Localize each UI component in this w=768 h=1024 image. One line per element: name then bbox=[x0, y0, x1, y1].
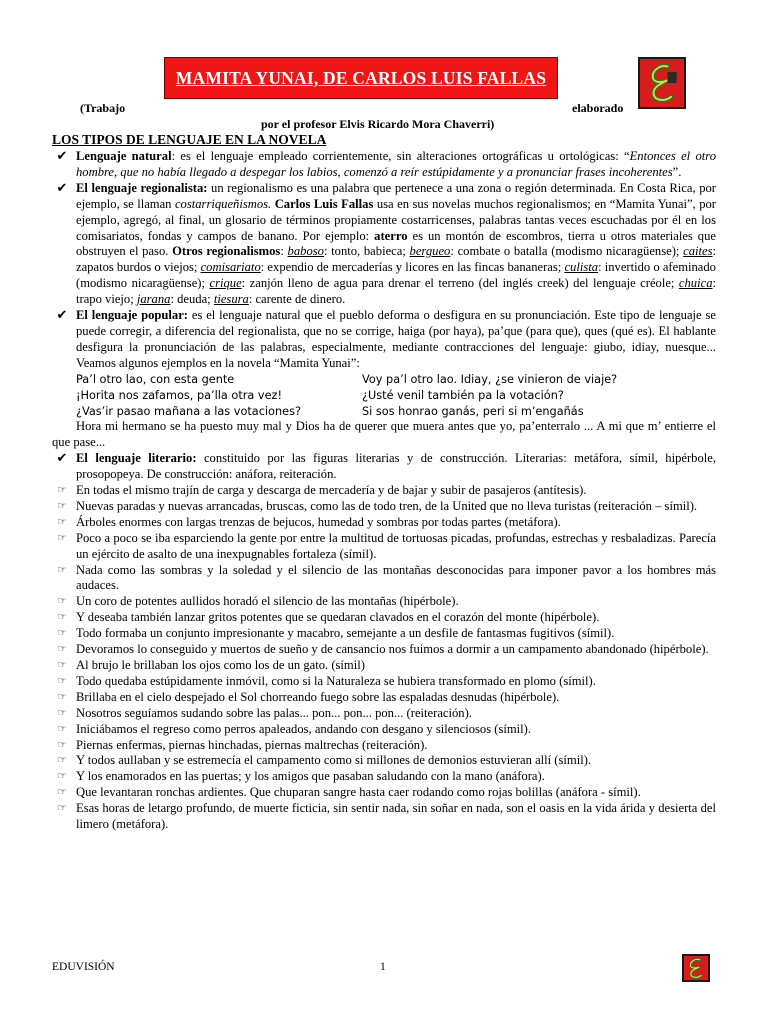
regionalism-term: baboso bbox=[287, 244, 324, 259]
list-item: ☞ Que levantaran ronchas ardientes. Que chuparan sangre hasta caer rodando como rojas bolillas (anáfora - símil). bbox=[52, 785, 716, 801]
eduvision-logo-icon bbox=[682, 954, 710, 982]
document-title: MAMITA YUNAI, DE CARLOS LUIS FALLAS bbox=[175, 67, 547, 88]
pointing-hand-icon: ☞ bbox=[57, 786, 67, 799]
popular-closing-text: Hora mi hermano se ha puesto muy mal y Dios ha de querer que muera antes que yo, pa’enterralo ... A mi que m’ entierre el que pase... bbox=[52, 419, 716, 450]
list-item: ☞ Y los enamorados en las puertas; y los amigos que pasaban saludando con la mano (anáfora). bbox=[52, 769, 716, 785]
regionalism-term: crique bbox=[209, 276, 242, 291]
item-lenguaje-literario: ✔ El lenguaje literario: constituido por las figuras literarias y de construcción. Literarias: metáfora, símil, hipérbole, prosopopeya. De construcción: anáfora, reiteración. bbox=[52, 451, 716, 483]
pointing-hand-icon: ☞ bbox=[57, 531, 67, 544]
list-item: ☞ Todo quedaba estúpidamente inmóvil, como si la Naturaleza se hubiera transformado en plomo (símil). bbox=[52, 674, 716, 690]
section-heading: LOS TIPOS DE LENGUAJE EN LA NOVELA bbox=[52, 132, 327, 147]
pointing-hand-icon: ☞ bbox=[57, 563, 67, 576]
list-item: ☞ Devoramos lo conseguido y muertos de sueño y de cansancio nos fuimos a dormir a un campamento abandonado (hipérbole). bbox=[52, 642, 716, 658]
pointing-hand-icon: ☞ bbox=[57, 611, 67, 624]
list-item: ☞ Iniciábamos el regreso como perros apaleados, andando con desgano y silenciosos (símil). bbox=[52, 722, 716, 738]
item-lenguaje-natural: ✔ Lenguaje natural: es el lenguaje empleado corrientemente, sin alteraciones ortográficas u ortológicas: “Entonces el otro hombre, que no había llegado a despegar los labios, comenzó a reír estúpidamente y a pronunciar frases incoherentes”. bbox=[52, 149, 716, 181]
footer-brand: EDUVISIÓN bbox=[52, 961, 115, 973]
regionalism-term: tiesura bbox=[213, 292, 249, 307]
list-item: ☞ Esas horas de letargo profundo, de muerte ficticia, sin sentir nada, sin soñar en nada, son el oasis en la vida árida y desierta del limero (metáfora). bbox=[52, 801, 716, 833]
credit-left: (Trabajo bbox=[80, 101, 126, 115]
pointing-hand-icon: ☞ bbox=[57, 659, 67, 671]
regionalism-term: bergueo bbox=[409, 244, 451, 259]
page-number: 1 bbox=[380, 961, 386, 973]
list-item: ☞ Y deseaba también lanzar gritos potentes que se quedaran clavados en el corazón del monte (hipérbole). bbox=[52, 610, 716, 626]
regionalism-term: culista bbox=[564, 260, 599, 275]
pointing-hand-icon: ☞ bbox=[57, 643, 67, 656]
checkmark-icon: ✔ bbox=[56, 451, 68, 467]
list-item: ☞ Piernas enfermas, piernas hinchadas, piernas maltrechas (reiteración). bbox=[52, 738, 716, 754]
list-item: ☞ Nada como las sombras y la soledad y el silencio de las montañas desconocidas para imponer pavor a los hombres más audaces. bbox=[52, 563, 716, 595]
pointing-hand-icon: ☞ bbox=[57, 754, 67, 767]
popular-example-row: ¿Vas’ir pasao mañana a las votaciones? Si sos honrao ganás, peri si m’engañás bbox=[76, 404, 584, 418]
credit-right: elaborado bbox=[572, 101, 624, 115]
item-lenguaje-regionalista: ✔ El lenguaje regionalista: un regionalismo es una palabra que pertenece a una zona o región determinada. En Costa Rica, por ejemplo, se llaman costarriqueñismos. Carlos Luis Fallas usa en sus novelas muchos regionalismos; en “Mamita Yunai”, por ejemplo, agregó, al final, un glosario de términos propiamente costarricenses, palabras tantas veces escuchadas por él en los comisariatos, fondas y campos de banano. Por ejemplo: aterro es un montón de escombros, tierra u otros materiales que obstruyen el paso. Otros regionalismos: baboso: tonto, babieca; bergueo: combate o batalla (modismo nicaragüense); caites: zapatos burdos o viejos; comisariato: expendio de mercaderías y licores en las fincas bananeras; culista: invertido o afeminado (modismo nicaragüense); crique: zanjón lleno de agua para drenar el terreno (del inglés creek) del lenguaje créole; chuica: trapo viejo; jarana: deuda; tiesura: carente de dinero. bbox=[52, 181, 716, 308]
pointing-hand-icon: ☞ bbox=[57, 627, 67, 640]
popular-example-row: Pa’l otro lao, con esta gente Voy pa’l otro lao. Idiay, ¿se vinieron de viaje? bbox=[76, 372, 618, 386]
pointing-hand-icon: ☞ bbox=[57, 674, 67, 687]
pointing-hand-icon: ☞ bbox=[57, 484, 67, 497]
title-banner bbox=[164, 57, 558, 99]
list-item: ☞ Nosotros seguíamos sudando sobre las palas... pon... pon... pon... (reiteración). bbox=[52, 706, 716, 722]
list-item: ☞ Nuevas paradas y nuevas arrancadas, bruscas, como las de todo tren, de la United que no lleva turistas (reiteración – símil). bbox=[52, 499, 716, 515]
pointing-hand-icon: ☞ bbox=[57, 690, 67, 703]
pointing-hand-icon: ☞ bbox=[57, 770, 67, 783]
list-item: ☞ Brillaba en el cielo despejado el Sol chorreando fuego sobre las espaladas desnudas (hipérbole). bbox=[52, 690, 716, 706]
list-item: ☞ Un coro de potentes aullidos horadó el silencio de las montañas (hipérbole). bbox=[52, 594, 716, 610]
regionalism-term: chuica bbox=[678, 276, 713, 291]
list-item: ☞ Poco a poco se iba esparciendo la gente por entre la multitud de tortuosas picadas, profundas, estrechas y resbaladizas. Parecía un ejército de asalto de una inexpugnables fortaleza (símil). bbox=[52, 531, 716, 563]
list-item: ☞ En todas el mismo trajín de carga y descarga de mercadería y de bajar y subir de pasajeros (antítesis). bbox=[52, 483, 716, 499]
eduvision-logo-icon bbox=[638, 57, 686, 109]
checkmark-icon: ✔ bbox=[56, 149, 68, 164]
regionalism-term: jarana bbox=[136, 292, 171, 307]
item-lenguaje-popular: ✔ El lenguaje popular: es el lenguaje natural que el pueblo deforma o desfigura en su pronunciación. Este tipo de lenguaje se puede corregir, a diferencia del regionalista, que no se corrige, haiga (por haya), pa’que (para que), ques (qué es). El hablante desfigura la pronunciación de las palabras, especialmente, mediante contracciones del lenguaje: giubo, idiay, nuesque... Veamos algunos ejemplos en la novela “Mamita Yunai”: bbox=[52, 308, 716, 372]
pointing-hand-icon: ☞ bbox=[57, 802, 67, 815]
pointing-hand-icon: ☞ bbox=[57, 515, 67, 528]
document-body bbox=[52, 149, 716, 833]
pointing-hand-icon: ☞ bbox=[57, 722, 67, 735]
popular-example-row: ¡Horita nos zafamos, pa’lla otra vez! ¿Usté venil también pa la votación? bbox=[76, 388, 564, 402]
credit-author: por el profesor Elvis Ricardo Mora Chaverri) bbox=[261, 117, 495, 131]
pointing-hand-icon: ☞ bbox=[57, 706, 67, 719]
checkmark-icon: ✔ bbox=[56, 308, 68, 324]
list-item: ☞ Árboles enormes con largas trenzas de bejucos, humedad y sombras por todas partes (metáfora). bbox=[52, 515, 716, 531]
checkmark-icon: ✔ bbox=[56, 180, 68, 196]
pointing-hand-icon: ☞ bbox=[57, 738, 67, 751]
list-item: ☞ Al brujo le brillaban los ojos como los de un gato. (símil) bbox=[52, 658, 716, 674]
regionalism-term: caites bbox=[683, 244, 713, 259]
list-item: ☞ Todo formaba un conjunto impresionante y macabro, semejante a un desfile de fantasmas fugitivos (símil). bbox=[52, 626, 716, 642]
pointing-hand-icon: ☞ bbox=[57, 595, 67, 608]
regionalism-term: comisariato bbox=[200, 260, 261, 275]
pointing-hand-icon: ☞ bbox=[57, 499, 67, 512]
list-item: ☞ Y todos aullaban y se estremecía el campamento como si millones de demonios estuvieran allí (símil). bbox=[52, 753, 716, 769]
